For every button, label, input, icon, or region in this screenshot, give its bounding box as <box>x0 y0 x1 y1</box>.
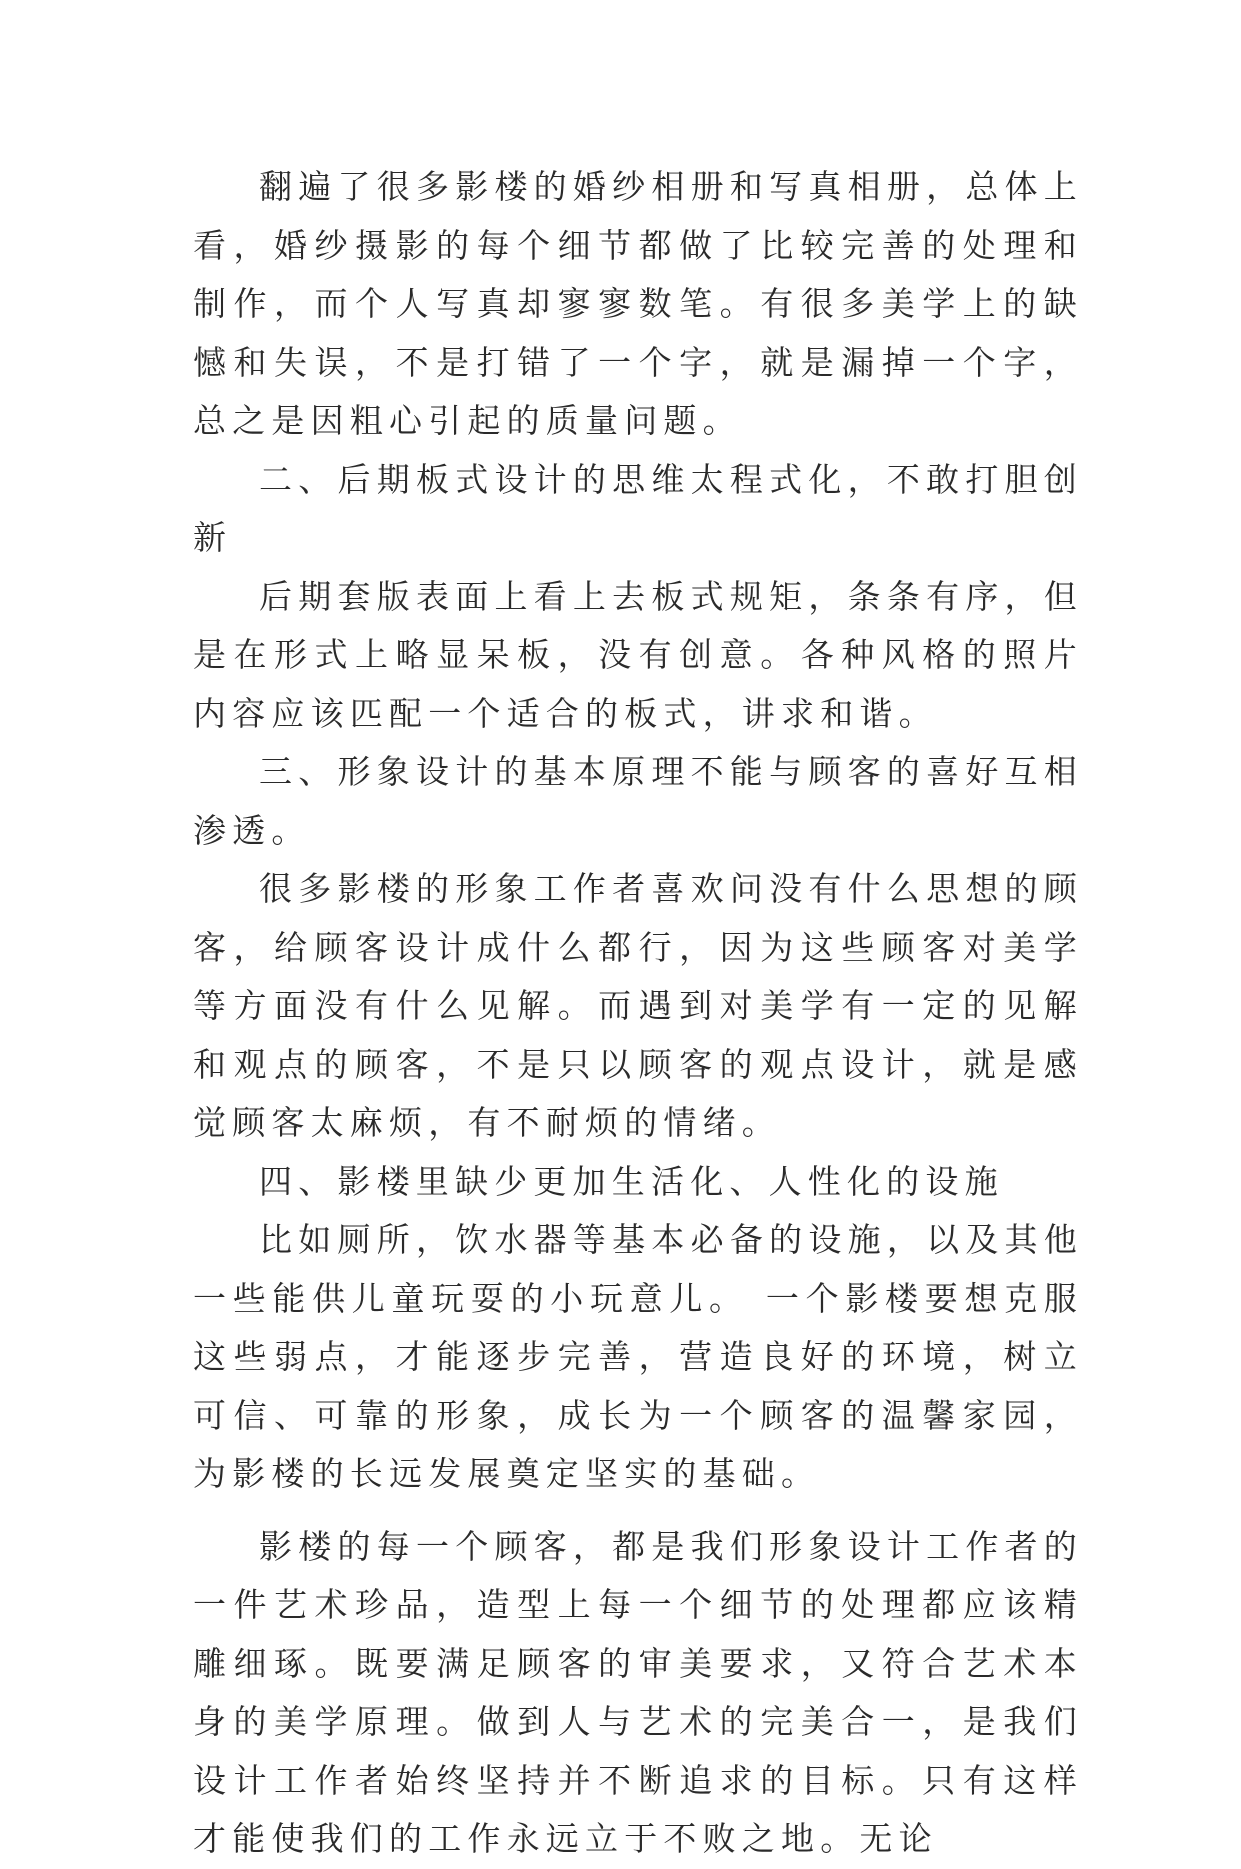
paragraph-image-design: 很多影楼的形象工作者喜欢问没有什么思想的顾客，给顾客设计成什么都行，因为这些顾客对美学等方面没有什么见解。而遇到对美学有一定的见解和观点的顾客，不是只以顾客的观点设计，就是感觉顾客太麻烦，有不耐烦的情绪。 <box>193 869 1083 1142</box>
heading-image-design: 三、形象设计的基本原理不能与顾客的喜好互相渗透。 <box>193 752 1083 850</box>
heading-facilities: 四、影楼里缺少更加生活化、人性化的设施 <box>259 1161 1004 1201</box>
paragraph-layout-design: 后期套版表面上看上去板式规矩，条条有序，但是在形式上略显呆板，没有创意。各种风格的照片内容应该匹配一个适合的板式，讲求和谐。 <box>193 576 1083 733</box>
heading-layout-design: 二、后期板式设计的思维太程式化，不敢打胆创新 <box>193 459 1083 557</box>
paragraph-facilities: 比如厕所，饮水器等基本必备的设施，以及其他一些能供儿童玩耍的小玩意儿。 一个影楼要想克服这些弱点，才能逐步完善，营造良好的环境，树立可信、可靠的形象，成长为一个顾客的温馨家园，为影楼的长远发展奠定坚实的基础。 <box>193 1220 1083 1493</box>
paragraph-conclusion: 影楼的每一个顾客，都是我们形象设计工作者的一件艺术珍品，造型上每一个细节的处理都应该精雕细琢。既要满足顾客的审美要求，又符合艺术本身的美学原理。做到人与艺术的完美合一，是我们设计工作者始终坚持并不断追求的目标。只有这样才能使我们的工作永远立于不败之地。无论 <box>193 1526 1083 1858</box>
paragraph-album-quality: 翻遍了很多影楼的婚纱相册和写真相册，总体上看，婚纱摄影的每个细节都做了比较完善的处理和制作，而个人写真却寥寥数笔。有很多美学上的缺憾和失误，不是打错了一个字，就是漏掉一个字，总之是因粗心引起的质量问题。 <box>193 167 1083 440</box>
document-body <box>193 158 1083 1869</box>
